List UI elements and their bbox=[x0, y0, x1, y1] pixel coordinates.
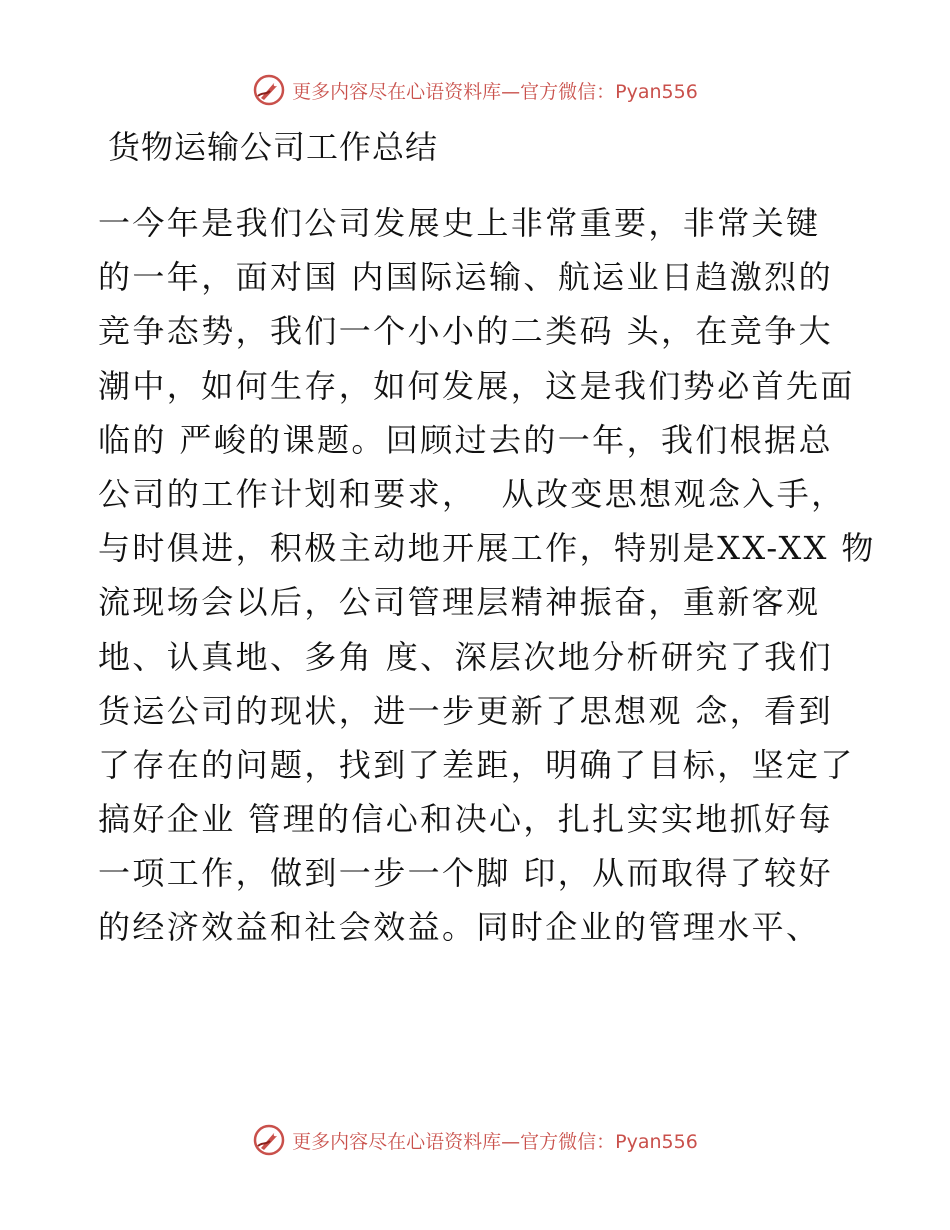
body-line: 的经济效益和社会效益。同时企业的管理水平、 bbox=[98, 908, 821, 947]
body-line: 流现场会以后，公司管理层精神振奋，重新客观 bbox=[98, 583, 821, 622]
body-line: 搞好企业 管理的信心和决心，扎扎实实地抓好每 bbox=[98, 800, 833, 839]
document-body bbox=[98, 196, 878, 955]
document-title: 货物运输公司工作总结 bbox=[108, 128, 439, 166]
body-line: 公司的工作计划和要求， 从改变思想观念入手， bbox=[98, 474, 846, 513]
banner-text: 更多内容尽在心语资料库—官方微信：Pyan556 bbox=[292, 80, 698, 103]
body-line: 的一年，面对国 内国际运输、航运业日趋激烈的 bbox=[98, 258, 833, 297]
body-line: 了存在的问题，找到了差距，明确了目标，坚定了 bbox=[98, 745, 855, 784]
body-line: 潮中，如何生存，如何发展，这是我们势必首先面 bbox=[98, 366, 855, 405]
body-line: 竞争态势，我们一个小小的二类码 头，在竞争大 bbox=[98, 312, 833, 351]
body-line: 地、认真地、多角 度、深层次地分析研究了我们 bbox=[98, 637, 833, 676]
body-line: 临的 严峻的课题。回顾过去的一年，我们根据总 bbox=[98, 420, 833, 459]
pen-logo-icon bbox=[252, 1123, 286, 1157]
footer-banner bbox=[0, 1120, 950, 1160]
body-line: 货运公司的现状，进一步更新了思想观 念，看到 bbox=[98, 691, 833, 730]
body-line: 与时俱进，积极主动地开展工作，特别是XX-XX 物 bbox=[98, 529, 876, 568]
body-line: 一项工作，做到一步一个脚 印，从而取得了较好 bbox=[98, 854, 833, 893]
body-line: 一今年是我们公司发展史上非常重要，非常关键 bbox=[98, 204, 821, 242]
pen-logo-icon bbox=[252, 73, 286, 107]
banner-text: 更多内容尽在心语资料库—官方微信：Pyan556 bbox=[292, 1130, 698, 1153]
header-banner bbox=[0, 70, 950, 110]
